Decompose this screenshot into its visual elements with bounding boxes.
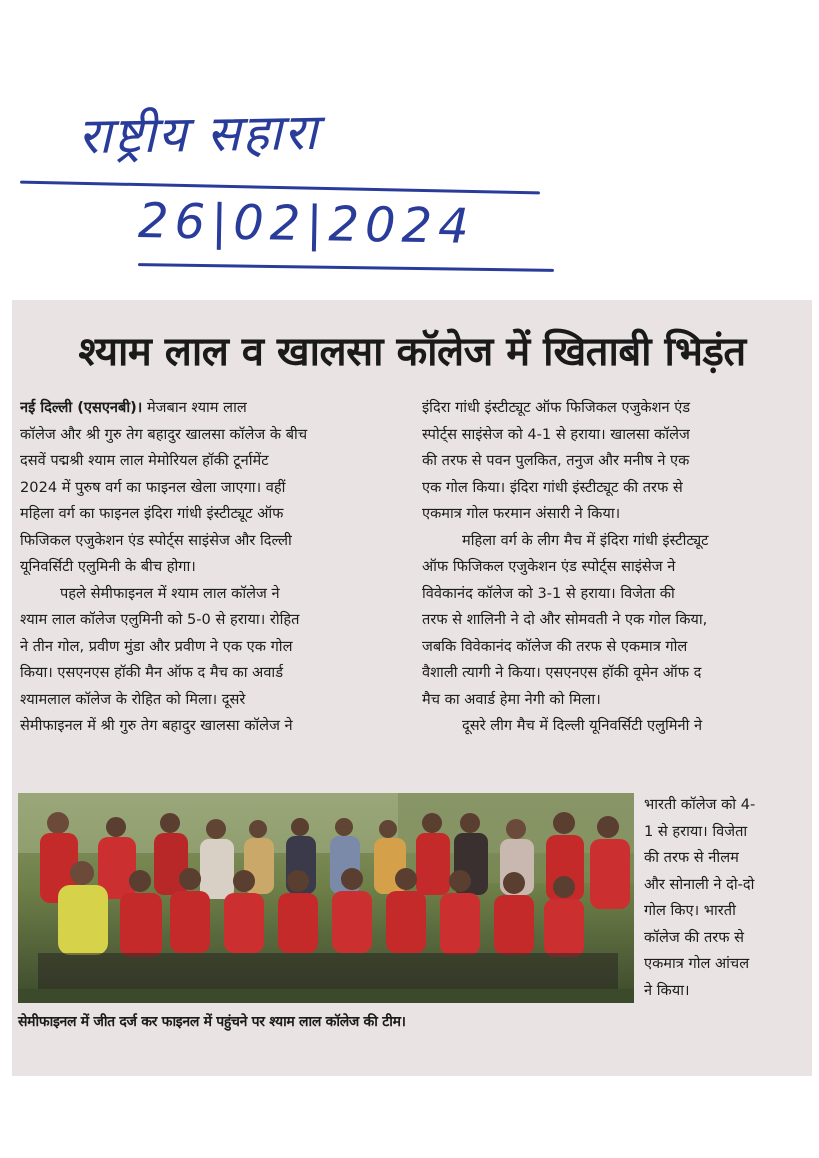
article-line: महिला वर्ग का फाइनल इंदिरा गांधी इंस्टीट्यूट ऑफ [20,505,284,522]
article-line: कॉलेज की तरफ से [644,928,745,946]
article-line: विवेकानंद कॉलेज को 3-1 से हराया। विजेता की [422,584,675,602]
article-line: ने किया। [644,981,690,999]
article-line: किया। एसएनएस हॉकी मैन ऑफ द मैच का अवार्ड [20,664,284,681]
team-photo-image [18,793,634,1003]
article-line: महिला वर्ग के लीग मैच में इंदिरा गांधी इंस्टीट्यूट [462,531,709,549]
article-line: एक गोल किया। इंदिरा गांधी इंस्टीट्यूट की तरफ से [422,478,683,496]
article-left-column [20,395,412,740]
article-line: 2024 में पुरुष वर्ग का फाइनल खेला जाएगा। वहीं [20,478,286,496]
article-line: 1 से हराया। विजेता [644,822,748,840]
article-line: जबकि विवेकानंद कॉलेज की तरफ से एकमात्र गोल [422,637,688,655]
article-line: एकमात्र गोल आंचल [644,955,750,972]
article-line: सेमीफाइनल में श्री गुरु तेग बहादुर खालसा कॉलेज ने [20,717,293,734]
article-line: की तरफ से पवन पुलकित, तनुज और मनीष ने एक [422,452,690,469]
article-line: श्याम लाल कॉलेज एलुमिनी को 5-0 से हराया। रोहित [20,611,300,628]
article-line: ने तीन गोल, प्रवीण मुंडा और प्रवीण ने एक एक गोल [20,637,293,655]
article-line: भारती कॉलेज को 4- [644,796,756,813]
handwritten-newspaper-name: राष्ट्रीय सहारा [77,102,320,166]
article-line: इंदिरा गांधी इंस्टीट्यूट ऑफ फिजिकल एजुकेशन एंड [422,399,691,416]
article-line: और सोनाली ने दो-दो [644,875,755,893]
team-photo [18,793,634,1003]
article-headline: श्याम लाल व खालसा कॉलेज में खिताबी भिड़ंत [78,329,746,375]
article-right-column [422,395,802,740]
article-line: गोल किए। भारती [644,902,736,919]
article-line [20,395,412,422]
article-line: कॉलेज और श्री गुरु तेग बहादुर खालसा कॉलेज के बीच [20,425,308,443]
photo-caption: सेमीफाइनल में जीत दर्ज कर फाइनल में पहुंचने पर श्याम लाल कॉलेज की टीम। [18,1014,406,1030]
article-line: पहले सेमीफाइनल में श्याम लाल कॉलेज ने [60,584,280,602]
article-line: यूनिवर्सिटी एलुमिनी के बीच होगा। [20,558,196,575]
article-line: एकमात्र गोल फरमान अंसारी ने किया। [422,505,621,522]
article-line: श्यामलाल कॉलेज के रोहित को मिला। दूसरे [20,690,246,708]
article-line: दसवें पद्मश्री श्याम लाल मेमोरियल हॉकी टूर्नामेंट [20,452,269,469]
article-side-column [644,792,804,1004]
article-line: तरफ से शालिनी ने दो और सोमवती ने एक गोल किया, [422,611,708,628]
newspaper-clipping [12,300,812,1076]
article-line: फिजिकल एजुकेशन एंड स्पोर्ट्स साइंसेज और दिल्ली [20,531,292,549]
article-line: ऑफ फिजिकल एजुकेशन एंड स्पोर्ट्स साइंसेज ने [422,558,676,575]
handwritten-underline [20,181,540,195]
handwritten-date-underline [138,263,554,272]
article-dateline: नई दिल्ली (एसएनबी)। [20,399,143,416]
article-line-text: मेजबान श्याम लाल [146,399,247,416]
article-line: स्पोर्ट्स साइंसेज को 4-1 से हराया। खालसा कॉलेज [422,425,690,443]
article-line: दूसरे लीग मैच में दिल्ली यूनिवर्सिटी एलुमिनी ने [462,717,703,734]
handwritten-date: 26|02|2024 [137,193,476,255]
article-line: की तरफ से नीलम [644,849,739,866]
article-line: वैशाली त्यागी ने किया। एसएनएस हॉकी वूमेन ऑफ द [422,664,702,681]
article-line: मैच का अवार्ड हेमा नेगी को मिला। [422,690,601,708]
